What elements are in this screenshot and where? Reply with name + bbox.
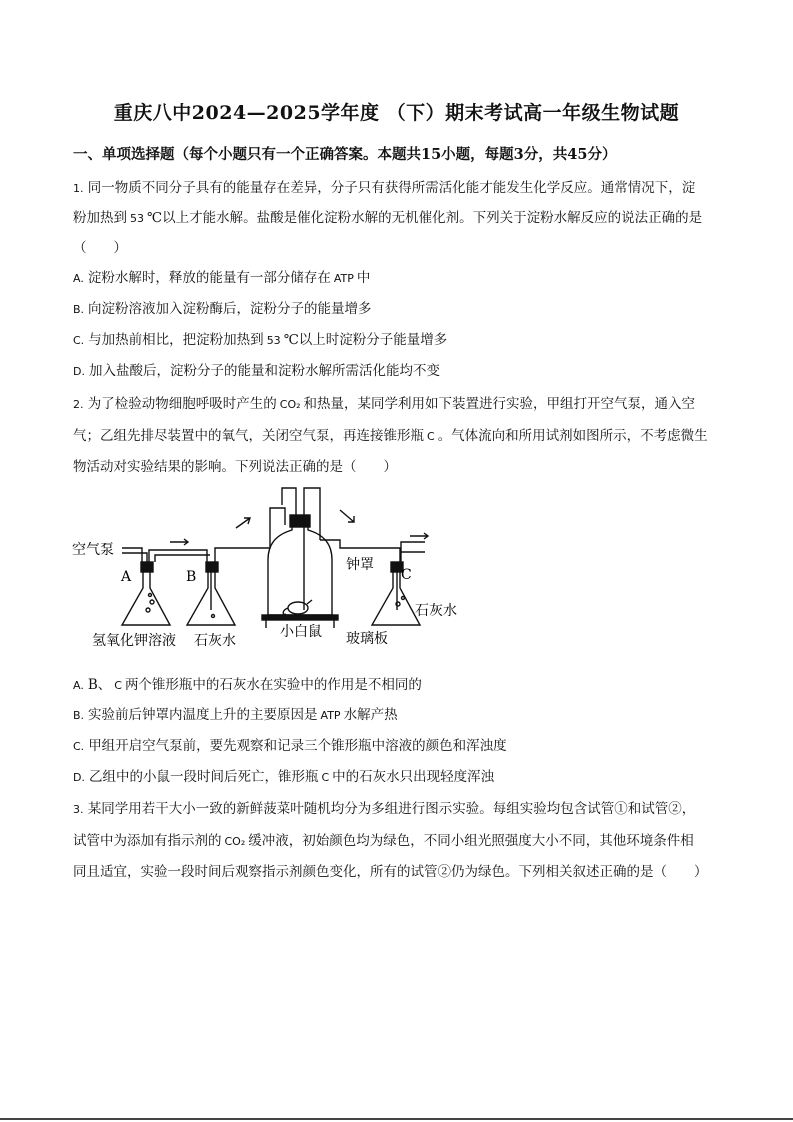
stopper-b bbox=[206, 562, 218, 572]
glass-plate bbox=[262, 615, 338, 620]
q1-stem-line3: （ ） bbox=[73, 240, 127, 256]
label-limewater-c: 石灰水 bbox=[415, 603, 457, 619]
label-koh: 氢氧化钾溶液 bbox=[92, 633, 176, 649]
q3-stem-line3: 同且适宜，实验一段时间后观察指示剂颜色变化，所有的试管②仍为绿色。下列相关叙述正确的是（ ） bbox=[73, 864, 708, 880]
q2-option-c: C. 甲组开启空气泵前，要先观察和记录三个锥形瓶中溶液的颜色和浑浊度 bbox=[73, 738, 507, 754]
label-glass: 玻璃板 bbox=[346, 631, 388, 647]
q1-number: 1. bbox=[73, 182, 84, 195]
q1-option-a: A. 淀粉水解时，释放的能量有一部分储存在 ATP 中 bbox=[73, 270, 371, 286]
label-limewater-b: 石灰水 bbox=[194, 633, 236, 649]
exam-title: 重庆八中2024—2025学年度 （下）期末考试高一年级生物试题 bbox=[113, 102, 680, 124]
q2-stem-line1: 2. 为了检验动物细胞呼吸时产生的 CO₂ 和热量，某同学利用如下装置进行实验，甲组打开空气泵，通入空 bbox=[73, 396, 696, 412]
label-a: A bbox=[121, 569, 132, 585]
q1-option-c: C. 与加热前相比，把淀粉加热到 53 ℃以上时淀粉分子能量增多 bbox=[73, 332, 448, 348]
label-bell-jar: 钟罩 bbox=[346, 557, 374, 573]
q1-option-d: D. 加入盐酸后，淀粉分子的能量和淀粉水解所需活化能均不变 bbox=[73, 363, 440, 379]
label-c: C bbox=[401, 567, 412, 583]
bell-stopper bbox=[290, 515, 310, 527]
q2-option-b: B. 实验前后钟罩内温度上升的主要原因是 ATP 水解产热 bbox=[73, 707, 398, 723]
flow-arrow-1 bbox=[170, 539, 188, 545]
q2-option-a: A. B、 C 两个锥形瓶中的石灰水在实验中的作用是不相同的 bbox=[73, 677, 422, 693]
flow-arrow-2 bbox=[236, 518, 250, 528]
mouse-shape bbox=[288, 602, 308, 614]
q2-stem-line2: 气；乙组先排尽装置中的氧气，关闭空气泵，再连接锥形瓶 C 。气体流向和所用试剂如图所示，不考虑微生 bbox=[73, 428, 708, 444]
page-bottom-rule bbox=[0, 1118, 793, 1120]
q2-option-d: D. 乙组中的小鼠一段时间后死亡，锥形瓶 C 中的石灰水只出现轻度浑浊 bbox=[73, 769, 495, 785]
q3-stem-line2: 试管中为添加有指示剂的 CO₂ 缓冲液，初始颜色均为绿色，不同小组光照强度大小不同，其他环境条件相 bbox=[73, 833, 694, 849]
q3-number: 3. bbox=[73, 803, 84, 816]
label-pump: 空气泵 bbox=[72, 542, 114, 558]
q1-stem-line2: 粉加热到 53 ℃以上才能水解。盐酸是催化淀粉水解的无机催化剂。下列关于淀粉水解反应的说法正确的是 bbox=[73, 210, 703, 226]
stopper-a bbox=[141, 562, 153, 572]
label-b: B bbox=[186, 569, 197, 585]
q2-stem-line3: 物活动对实验结果的影响。下列说法正确的是（ ） bbox=[73, 459, 397, 475]
q2-number: 2. bbox=[73, 398, 84, 411]
apparatus-diagram bbox=[70, 480, 470, 655]
flow-arrow-3 bbox=[340, 510, 354, 522]
flow-arrow-4 bbox=[410, 533, 428, 539]
flask-c bbox=[372, 568, 420, 625]
section-heading: 一、单项选择题（每个小题只有一个正确答案。本题共15小题，每题3分，共45分） bbox=[73, 146, 617, 163]
q3-stem-line1: 3. 某同学用若干大小一致的新鲜菠菜叶随机均分为多组进行图示实验。每组实验均包含试管①和试管②， bbox=[73, 801, 696, 817]
q1-stem-line1: 1. 同一物质不同分子具有的能量存在差异，分子只有获得所需活化能才能发生化学反应。通常情况下，淀 bbox=[73, 180, 696, 196]
q1-option-b: B. 向淀粉溶液加入淀粉酶后，淀粉分子的能量增多 bbox=[73, 301, 372, 317]
label-mouse: 小白鼠 bbox=[280, 624, 322, 640]
